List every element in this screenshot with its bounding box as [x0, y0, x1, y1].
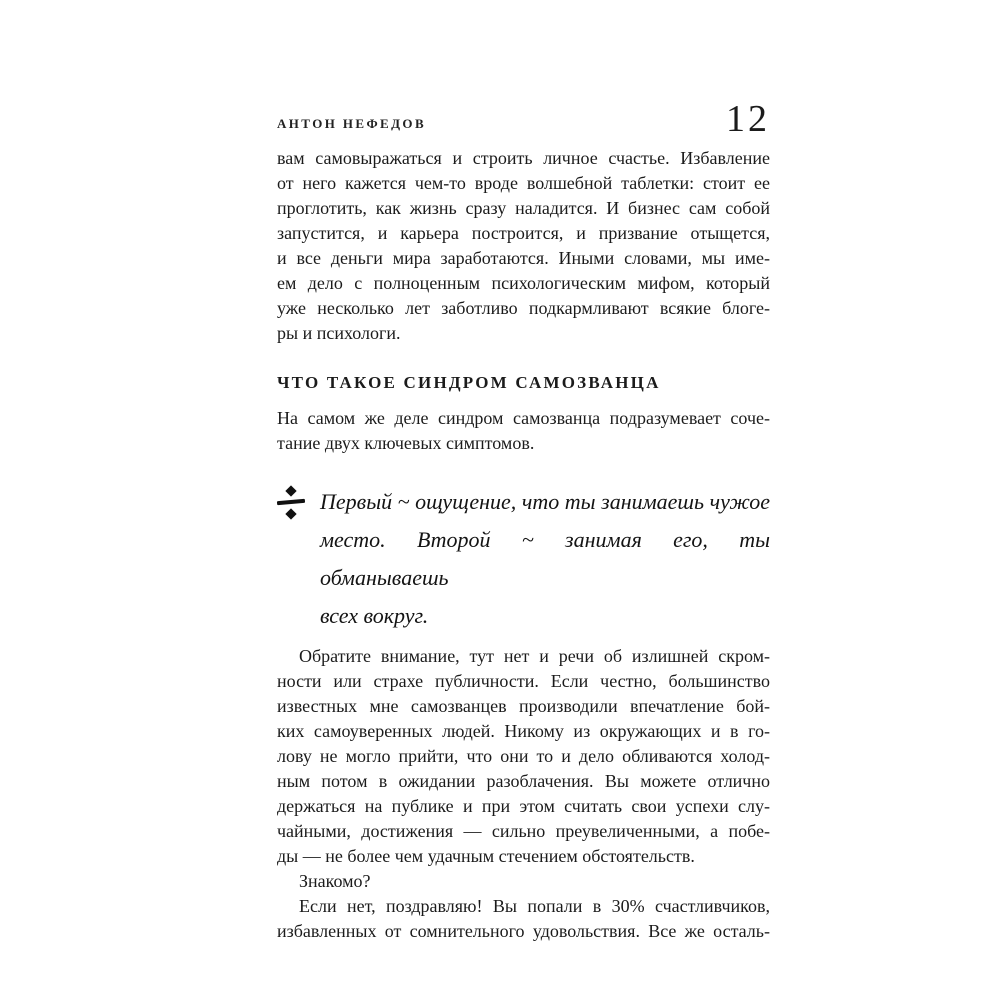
text-line: ких самоуверенных людей. Никому из окружающих и в го-	[277, 721, 770, 741]
page-number: 12	[726, 98, 770, 140]
text-line: чайными, достижения — сильно преувеличенными, а побе-	[277, 821, 770, 841]
text-line: лову не могло прийти, что они то и дело обливаются холод-	[277, 746, 770, 766]
paragraph	[277, 644, 770, 869]
pull-quote	[277, 483, 770, 635]
text-line: ем дело с полноценным психологическим мифом, который	[277, 273, 770, 293]
text-line: запустится, и карьера построится, и призвание отыщется,	[277, 223, 770, 243]
text-line: место. Второй ~ занимая его, ты обманываешь	[320, 527, 770, 590]
text-line: известных мне самозванцев производили впечатление бой-	[277, 696, 770, 716]
book-page-body	[277, 146, 770, 944]
text-line: вам самовыражаться и строить личное счастье. Избавление	[277, 148, 770, 168]
text-line: ным потом в ожидании разоблачения. Вы можете отлично	[277, 771, 770, 791]
text-line: уже несколько лет заботливо подкармливают всякие блоге-	[277, 298, 770, 318]
text-line: держаться на публике и при этом считать свои успехи слу-	[277, 796, 770, 816]
text-line: всех вокруг.	[320, 603, 429, 628]
text-line: ры и психологи.	[277, 323, 401, 343]
division-sign-icon	[277, 487, 320, 523]
text-line: ды — не более чем удачным стечением обстоятельств.	[277, 846, 695, 866]
paragraph	[277, 146, 770, 346]
text-line: Обратите внимание, тут нет и речи об излишней скром-	[299, 646, 770, 666]
page-header	[277, 100, 770, 146]
text-line: от него кажется чем-то вроде волшебной таблетки: стоит ее	[277, 173, 770, 193]
paragraph	[277, 894, 770, 944]
text-line: и все деньги мира заработаются. Иными словами, мы име-	[277, 248, 770, 268]
text-line: На самом же деле синдром самозванца подразумевает соче-	[277, 408, 770, 428]
text-line: Если нет, поздравляю! Вы попали в 30% счастливчиков,	[299, 896, 770, 916]
text-column	[277, 100, 770, 944]
text-line: ности или страхе публичности. Если честно, большинство	[277, 671, 770, 691]
pull-quote-text	[320, 483, 770, 635]
paragraph	[277, 869, 770, 894]
text-line: проглотить, как жизнь сразу наладится. И бизнес сам собой	[277, 198, 770, 218]
text-line: избавленных от сомнительного удовольствия. Все же осталь-	[277, 921, 770, 941]
text-line: Знакомо?	[299, 871, 371, 891]
paragraph	[277, 406, 770, 456]
section-heading: ЧТО ТАКОЕ СИНДРОМ САМОЗВАНЦА	[277, 373, 661, 392]
running-head-author: АНТОН НЕФЕДОВ	[277, 116, 427, 131]
text-line: Первый ~ ощущение, что ты занимаешь чужое	[320, 489, 770, 514]
text-line: тание двух ключевых симптомов.	[277, 433, 535, 453]
